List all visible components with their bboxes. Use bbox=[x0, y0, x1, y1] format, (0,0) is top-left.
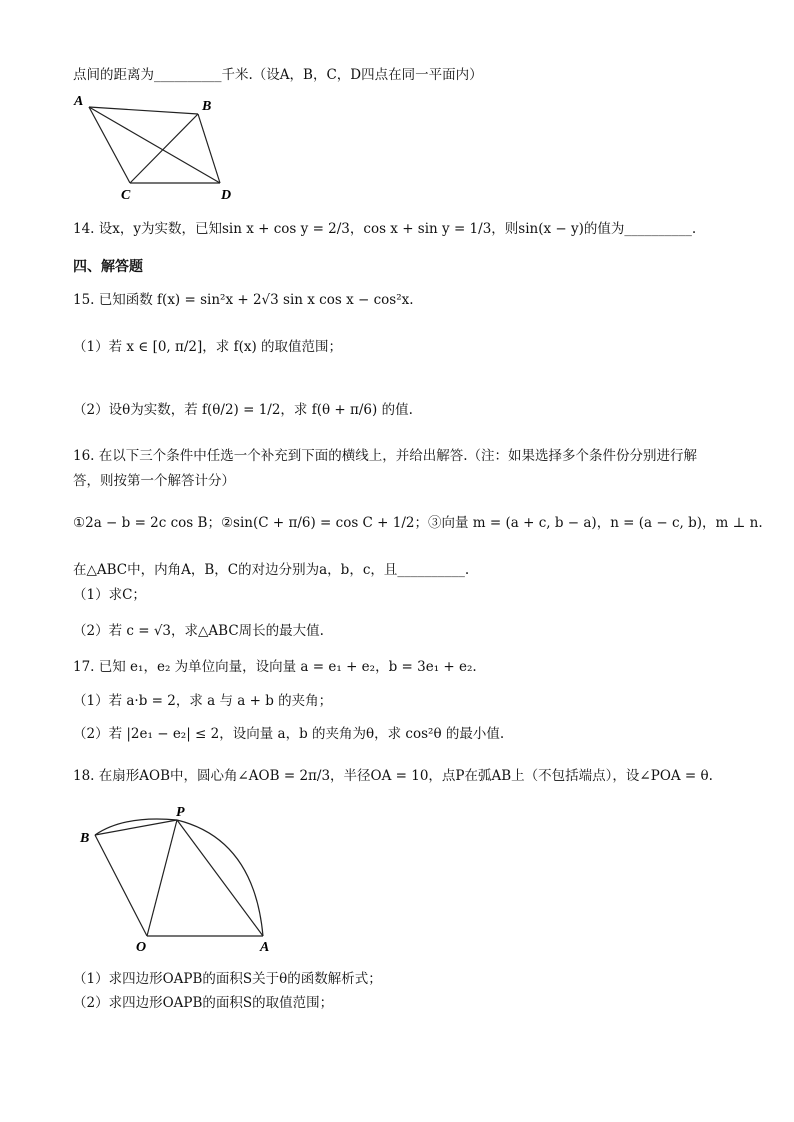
diagonal-bc bbox=[130, 114, 198, 183]
q16-part1: （1）求C； bbox=[73, 587, 146, 603]
q18-figure bbox=[70, 805, 280, 955]
radius-ob bbox=[95, 835, 147, 936]
q17-part2: （2）若 |2e₁ − e₂| ≤ 2，设向量 a，b 的夹角为θ，求 cos²θ 的最小值. bbox=[73, 726, 505, 742]
label-d: D bbox=[221, 188, 232, 203]
q16-stem-line1: 16. 在以下三个条件中任选一个补充到下面的横线上，并给出解答.（注：如果选择多个条件份分别进行解 bbox=[73, 448, 698, 464]
q15-stem: 15. 已知函数 f(x) = sin²x + 2√3 sin x cos x − cos²x. bbox=[73, 292, 414, 308]
radius-op bbox=[147, 820, 177, 936]
label-c: C bbox=[121, 188, 131, 203]
sector-diagram bbox=[70, 805, 280, 955]
diagonal-ad bbox=[89, 107, 220, 183]
label-b: B bbox=[202, 99, 212, 114]
q16-conditions: ①2a − b = 2c cos B；②sin(C + π/6) = cos C + 1/2；③向量 m = (a + c, b − a)，n = (a − c, b)，m ⊥ n. bbox=[73, 515, 763, 531]
label-b: B bbox=[80, 831, 90, 846]
label-a: A bbox=[74, 94, 84, 109]
q17-stem: 17. 已知 e₁，e₂ 为单位向量，设向量 a = e₁ + e₂，b = 3e₁ + e₂. bbox=[73, 659, 477, 675]
label-o: O bbox=[136, 940, 147, 955]
segment-ab bbox=[89, 107, 198, 114]
q16-setup: 在△ABC中，内角A，B，C的对边分别为a，b，c，且__________. bbox=[73, 562, 470, 578]
q18-stem: 18. 在扇形AOB中，圆心角∠AOB = 2π/3，半径OA = 10，点P在弧AB上（不包括端点），设∠POA = θ. bbox=[73, 768, 713, 784]
q16-stem-line2: 答，则按第一个解答计分） bbox=[73, 473, 235, 489]
q13-figure bbox=[70, 92, 240, 204]
q14-text: 14. 设x，y为实数，已知sin x + cos y = 2/3，cos x + sin y = 1/3，则sin(x − y)的值为__________. bbox=[73, 221, 697, 237]
label-a: A bbox=[260, 940, 270, 955]
label-p: P bbox=[176, 805, 185, 820]
q16-part2: （2）若 c = √3，求△ABC周长的最大值. bbox=[73, 623, 324, 639]
q15-part1: （1）若 x ∈ [0, π/2]，求 f(x) 的取值范围； bbox=[73, 339, 343, 355]
q18-part2: （2）求四边形OAPB的面积S的取值范围； bbox=[73, 995, 334, 1011]
chord-pa bbox=[177, 820, 263, 936]
q17-part1: （1）若 a·b = 2，求 a 与 a + b 的夹角； bbox=[73, 693, 333, 709]
q13-tail-text: 点间的距离为__________千米.（设A，B，C，D四点在同一平面内） bbox=[73, 67, 483, 83]
section-title: 四、解答题 bbox=[73, 259, 143, 275]
q15-part2: （2）设θ为实数，若 f(θ/2) = 1/2，求 f(θ + π/6) 的值. bbox=[73, 402, 413, 418]
parallelogram-diagram bbox=[70, 92, 240, 204]
q18-part1: （1）求四边形OAPB的面积S关于θ的函数解析式； bbox=[73, 971, 382, 987]
